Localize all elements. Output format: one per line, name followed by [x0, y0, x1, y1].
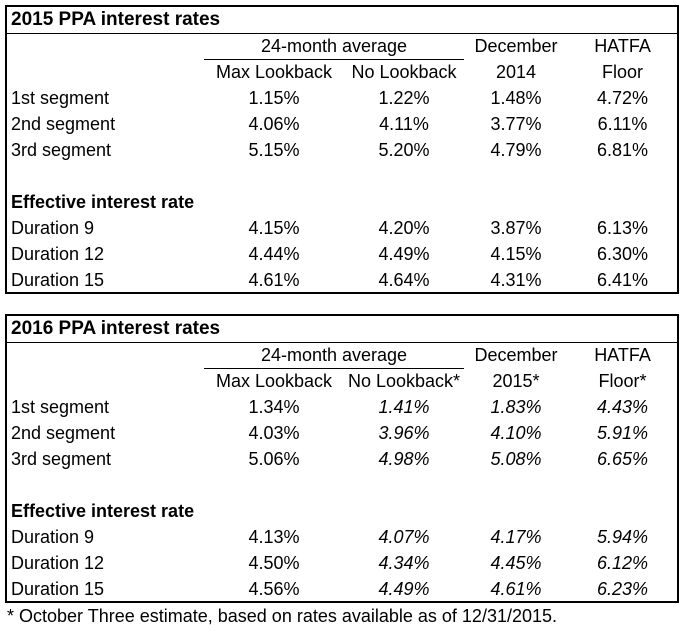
col-header-december: December	[474, 36, 558, 57]
rate-cell-estimate: 4.07%	[378, 527, 430, 547]
rate-cell: 4.13%	[248, 527, 300, 547]
row-label: Duration 9	[11, 527, 95, 547]
col-header-december: December	[474, 345, 558, 366]
table-row	[6, 85, 678, 111]
spacer-cell	[6, 368, 204, 394]
group-header-24-month-average: 24-month average	[204, 33, 464, 59]
table-row	[6, 498, 678, 524]
row-label: 3rd segment	[11, 140, 112, 160]
rate-cell: 5.20%	[378, 140, 430, 160]
rate-cell: 4.79%	[490, 140, 542, 160]
rate-cell-estimate: 4.61%	[490, 578, 542, 599]
rate-cell-estimate: 6.12%	[597, 553, 649, 573]
rate-cell: 1.34%	[248, 397, 300, 417]
col-header-2014: 2014	[495, 62, 537, 82]
rate-cell-estimate: 1.41%	[378, 397, 430, 417]
table-row	[6, 241, 678, 267]
rate-cell-estimate: 5.94%	[597, 527, 649, 547]
ppa-2015-table	[5, 5, 679, 294]
table-row	[6, 189, 678, 215]
table-row	[6, 342, 678, 368]
rate-cell: 6.81%	[597, 140, 649, 160]
rate-cell: 6.41%	[597, 269, 649, 290]
row-label: Duration 9	[11, 218, 95, 238]
table-row	[6, 33, 678, 59]
row-label: Duration 15	[11, 269, 105, 290]
rate-cell: 4.50%	[248, 553, 300, 573]
rate-cell-estimate: 3.96%	[378, 423, 430, 443]
row-label: 3rd segment	[11, 449, 112, 469]
spacer-cell	[6, 163, 678, 189]
table-title-2015: 2015 PPA interest rates	[6, 6, 678, 33]
rate-cell: 4.03%	[248, 423, 300, 443]
spacer-cell	[6, 472, 678, 498]
rate-cell-estimate: 6.65%	[597, 449, 649, 469]
table-row	[6, 420, 678, 446]
section-header-effective-interest-rate: Effective interest rate	[11, 501, 195, 521]
rate-cell-estimate: 4.34%	[378, 553, 430, 573]
col-header-floor: Floor*	[598, 371, 647, 391]
rate-cell: 4.44%	[248, 244, 300, 264]
table-row	[6, 394, 678, 420]
table-row	[6, 576, 678, 602]
rate-cell-estimate: 4.43%	[597, 397, 649, 417]
rate-cell: 4.64%	[378, 269, 430, 290]
rate-cell-estimate: 4.17%	[490, 527, 542, 547]
col-header-no-lookback: No Lookback	[351, 62, 457, 83]
spacer-cell	[6, 59, 204, 85]
col-header-2015: 2015*	[492, 371, 540, 391]
table-row	[6, 137, 678, 163]
rate-cell-estimate: 5.91%	[597, 423, 649, 443]
rate-cell: 5.15%	[248, 140, 300, 160]
row-label: 2nd segment	[11, 423, 116, 443]
rate-cell: 6.11%	[597, 114, 648, 134]
table-row	[6, 267, 678, 293]
rate-cell: 4.49%	[378, 244, 430, 264]
rate-cell: 4.20%	[378, 218, 430, 238]
col-header-floor: Floor	[602, 62, 644, 82]
rate-cell: 3.77%	[490, 114, 542, 134]
table-row	[6, 59, 678, 85]
spacer-cell	[6, 33, 204, 59]
table-row	[6, 446, 678, 472]
row-label: 2nd segment	[11, 114, 116, 134]
rate-cell-estimate: 1.83%	[490, 397, 542, 417]
rate-cell: 4.11%	[379, 114, 429, 134]
rate-cell: 1.15%	[248, 88, 300, 108]
rate-cell-estimate: 4.10%	[490, 423, 542, 443]
ppa-2016-table	[5, 314, 679, 603]
section-header-effective-interest-rate: Effective interest rate	[11, 192, 195, 212]
table-title-2016: 2016 PPA interest rates	[6, 315, 678, 342]
row-label: Duration 12	[11, 553, 105, 573]
rate-cell-estimate: 4.98%	[378, 449, 430, 469]
rate-cell-estimate: 4.49%	[378, 578, 430, 599]
rate-cell-estimate: 4.45%	[490, 553, 542, 573]
spacer-cell	[6, 342, 204, 368]
rate-cell: 6.30%	[597, 244, 649, 264]
rate-cell-estimate: 6.23%	[597, 578, 649, 599]
table-row	[6, 111, 678, 137]
col-header-hatfa: HATFA	[594, 36, 651, 57]
group-header-24-month-average: 24-month average	[204, 342, 464, 368]
rate-cell: 4.56%	[248, 578, 300, 599]
table-row	[6, 215, 678, 241]
col-header-hatfa: HATFA	[594, 345, 651, 366]
rate-cell: 4.15%	[248, 218, 300, 238]
rate-cell: 4.61%	[248, 269, 300, 290]
row-label: Duration 15	[11, 578, 105, 599]
footnote-text: * October Three estimate, based on rates available as of 12/31/2015.	[7, 606, 558, 626]
rate-cell: 3.87%	[490, 218, 542, 238]
rate-cell: 4.06%	[248, 114, 300, 134]
table-row	[6, 550, 678, 576]
col-header-no-lookback: No Lookback*	[347, 371, 461, 392]
row-label: 1st segment	[11, 397, 110, 417]
table-row	[6, 368, 678, 394]
col-header-max-lookback: Max Lookback	[215, 62, 333, 83]
table-row	[6, 315, 678, 342]
table-row	[6, 524, 678, 550]
blank-row	[6, 472, 678, 498]
table-row	[6, 6, 678, 33]
rate-cell: 1.22%	[378, 88, 430, 108]
rate-cell: 4.72%	[597, 88, 649, 108]
row-label: Duration 12	[11, 244, 105, 264]
rate-cell: 5.06%	[248, 449, 300, 469]
rate-cell: 1.48%	[490, 88, 542, 108]
row-label: 1st segment	[11, 88, 110, 108]
blank-row	[6, 163, 678, 189]
rate-cell: 6.13%	[597, 218, 649, 238]
rate-cell: 4.31%	[490, 269, 542, 290]
rate-cell: 4.15%	[490, 244, 542, 264]
rate-cell-estimate: 5.08%	[490, 449, 542, 469]
col-header-max-lookback: Max Lookback	[215, 371, 333, 392]
